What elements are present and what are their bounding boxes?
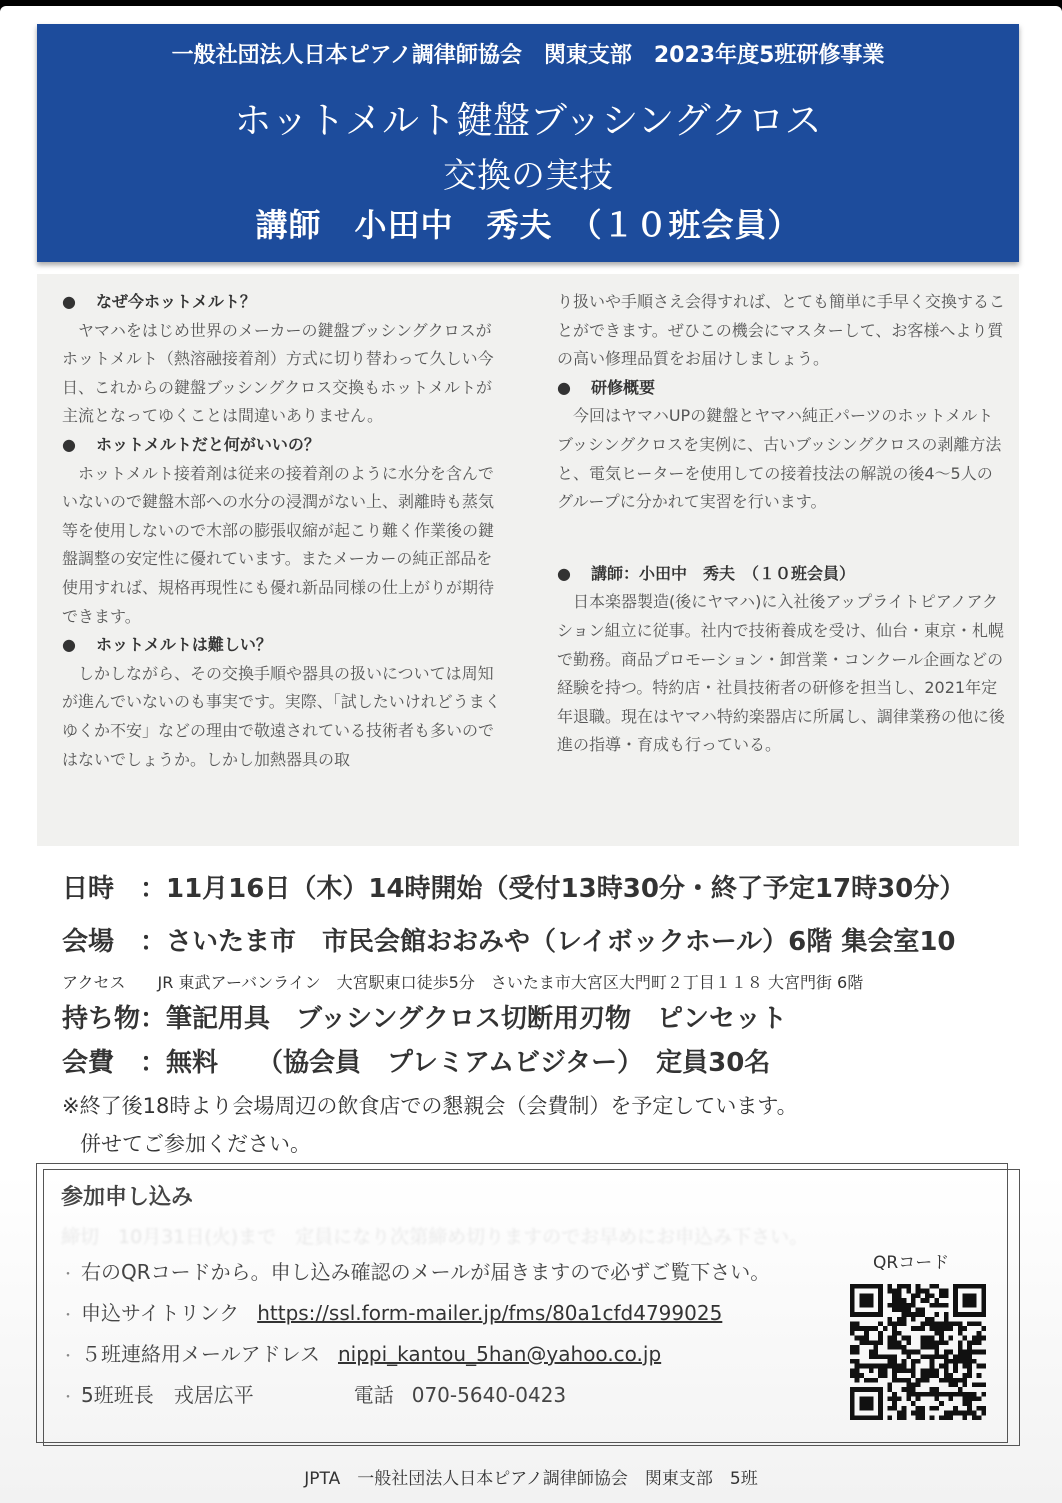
bullet-dot: ・ — [61, 1308, 75, 1324]
apply-item-leader — [61, 1379, 831, 1420]
bullet-icon: ● — [557, 377, 571, 397]
section-heading — [62, 631, 507, 660]
event-date: 日時 ：11月16日（木）14時開始（受付13時30分・終了予定17時30分） — [62, 874, 966, 904]
apply-list — [61, 1256, 831, 1420]
bullet-dot: ・ — [61, 1349, 75, 1365]
qr-label: QRコード — [873, 1253, 950, 1273]
leader-name: 5班班長 戎居広平 — [81, 1383, 254, 1407]
mail-link[interactable]: nippi_kantou_5han@yahoo.co.jp — [338, 1342, 662, 1366]
site-label: 申込サイトリンク — [81, 1301, 240, 1325]
flyer-page — [0, 6, 1062, 1503]
tel-number: 070-5640-0423 — [411, 1383, 567, 1407]
mail-label: ５班連絡用メールアドレス — [81, 1342, 320, 1366]
site-link[interactable]: https://ssl.form-mailer.jp/fms/80a1cfd4799025 — [257, 1301, 723, 1325]
bullet-icon: ● — [557, 563, 571, 583]
section-heading-text: ホットメルトは難しい？ — [96, 635, 272, 655]
info-panel — [37, 274, 1019, 846]
bullet-dot: ・ — [61, 1267, 75, 1283]
footer: JPTA 一般社団法人日本ピアノ調律師協会 関東支部 5班 — [304, 1469, 758, 1489]
bullet-icon: ● — [62, 292, 76, 311]
event-items: 持ち物：筆記用具 ブッシングクロス切断用刃物 ピンセット — [62, 1004, 788, 1034]
spacer — [557, 517, 1005, 560]
organizer-line: 一般社団法人日本ピアノ調律師協会 関東支部 2023年度5班研修事業 — [171, 43, 885, 68]
info-column-right — [557, 288, 1005, 760]
apply-box — [36, 1163, 1008, 1443]
section-heading — [62, 288, 507, 317]
apply-item-mail — [61, 1338, 831, 1379]
section-heading — [62, 431, 507, 460]
bullet-icon: ● — [62, 635, 76, 655]
section-paragraph: しかしながら、その交換手順や器具の扱いについては周知が進んでいないのも事実です。実際、「試したいけれどうまくゆくか不安」などの理由で敬遠されている技術者も多いのではないでしょうか。しかし加熱器具の取 — [62, 663, 501, 769]
section-paragraph: ヤマハをはじめ世界のメーカーの鍵盤ブッシングクロスがホットメルト（熱溶融接着剤）方式に切り替わって久しい今日、これからの鍵盤ブッシングクロス交換もホットメルトが主流となってゆくことは間違いありません。 — [62, 320, 494, 426]
apply-item-site — [61, 1297, 831, 1338]
event-access: アクセス JR 東武アーバンライン 大宮駅東口徒歩5分 さいたま市大宮区大門町２丁目１１８ 大宮門街 6階 — [62, 973, 864, 992]
section-heading — [557, 374, 1005, 403]
bullet-icon: ● — [62, 434, 76, 454]
section-heading-text: ホットメルトだと何がいいの？ — [96, 434, 320, 454]
section-paragraph: ホットメルト接着剤は従来の接着剤のように水分を含んでいないので鍵盤木部への水分の浸潤がない上、剥離時も蒸気等を使用しないので木部の膨張収縮が起こり難く作業後の鍵盤調整の安定性に優れています。またメーカーの純正部品を使用すれば、規格再現性にも優れ新品同様の仕上がりが期待できます。 — [62, 463, 495, 626]
section-paragraph: 今回はヤマハUPの鍵盤とヤマハ純正パーツのホットメルトブッシングクロスを実例に、古いブッシングクロスの剥離方法と、電気ヒーターを使用しての接着技法の解説の後4〜5人のグループに分かれて実習を行います。 — [557, 406, 1002, 512]
lecturer-line: 講師 小田中 秀夫 （１０班会員） — [255, 206, 801, 244]
info-column-left — [62, 288, 507, 774]
section-heading-text: 講師：小田中 秀夫 （１０班会員） — [591, 563, 856, 583]
tel-label: 電話 — [353, 1383, 394, 1407]
apply-faded-note: 締切 10月31日(火)まで 定員になり次第締め切りますのでお早めにお申込み下さい。 — [61, 1226, 809, 1248]
header-banner — [37, 24, 1019, 262]
apply-title: 参加申し込み — [61, 1185, 194, 1210]
bullet-dot: ・ — [61, 1390, 75, 1406]
section-heading-text: 研修概要 — [591, 377, 656, 397]
section-paragraph: 日本楽器製造(後にヤマハ)に入社後アップライトピアノアクション組立に従事。社内で技術養成を受け、仙台・東京・札幌で勤務。商品プロモーション・卸営業・コンクール企画などの経験を持つ。特約店・社員技術者の研修を担当し、2021年定年退職。現在はヤマハ特約楽器店に所属し、調律業務の他に後進の指導・育成も行っている。 — [557, 592, 1005, 755]
qr-code-icon[interactable] — [850, 1284, 986, 1420]
event-fee: 会費 ：無料 （協会員 プレミアムビジター） 定員30名 — [62, 1048, 771, 1078]
section-paragraph: り扱いや手順さえ会得すれば、とても簡単に手早く交換することができます。ぜひこの機会にマスターして、お客様へより質の高い修理品質をお届けしましょう。 — [557, 292, 1006, 369]
apply-qr-text: 右のQRコードから。申し込み確認のメールが届きますので必ずご覧下さい。 — [81, 1260, 771, 1284]
social-note-2: 併せてご参加ください。 — [80, 1132, 311, 1156]
section-heading — [557, 560, 1005, 589]
event-venue: 会場 ：さいたま市 市民会館おおみや（レイボックホール）6階 集会室10 — [62, 927, 956, 957]
title-line-1: ホットメルト鍵盤ブッシングクロス — [234, 99, 822, 142]
section-heading-text: なぜ今ホットメルト？ — [96, 292, 256, 311]
social-note: ※終了後18時より会場周辺の飲食店での懇親会（会費制）を予定しています。 — [62, 1094, 798, 1118]
title-line-2: 交換の実技 — [443, 156, 613, 196]
apply-item-qr — [61, 1256, 831, 1297]
